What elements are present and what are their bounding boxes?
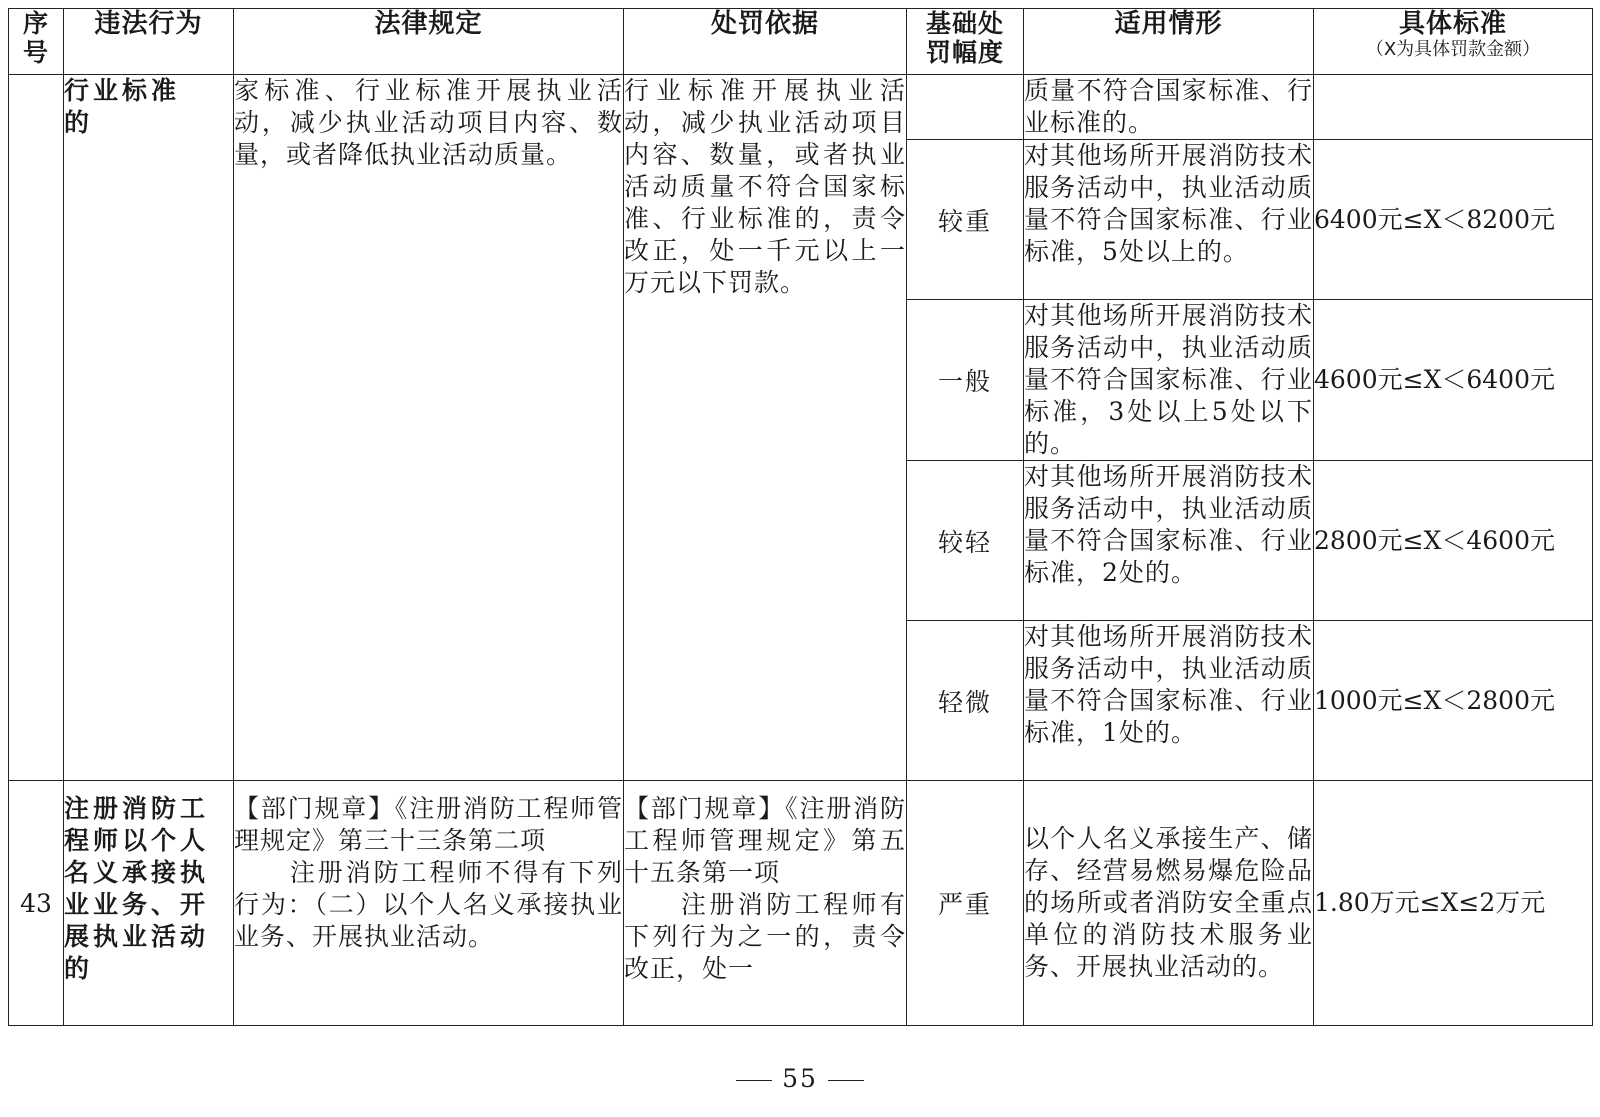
- header-behavior: 违法行为: [64, 9, 234, 75]
- cell-standard: [1314, 75, 1593, 140]
- table-header-row: [9, 9, 1593, 75]
- cell-standard: 4600元≤X＜6400元: [1314, 300, 1593, 461]
- cell-situation: 对其他场所开展消防技术服务活动中，执业活动质量不符合国家标准、行业标准，2处的。: [1024, 461, 1314, 621]
- cell-level: 一般: [907, 300, 1024, 461]
- cell-level: 较轻: [907, 461, 1024, 621]
- table-row: [9, 75, 1593, 140]
- right-dash: [828, 1080, 864, 1081]
- cell-standard: 1000元≤X＜2800元: [1314, 621, 1593, 781]
- cell-behavior: 行业标准 的: [64, 75, 234, 781]
- header-basis: 处罚依据: [624, 9, 907, 75]
- cell-standard: 6400元≤X＜8200元: [1314, 140, 1593, 300]
- cell-seq: 43: [9, 781, 64, 1026]
- cell-situation: 对其他场所开展消防技术服务活动中，执业活动质量不符合国家标准、行业标准，1处的。: [1024, 621, 1314, 781]
- cell-level: 较重: [907, 140, 1024, 300]
- cell-level: [907, 75, 1024, 140]
- table-row: [9, 781, 1593, 1026]
- cell-standard: 1.80万元≤X≤2万元: [1314, 781, 1593, 1026]
- cell-basis: 【部门规章】《注册消防工程师管理规定》第五十五条第一项 注册消防工程师有下列行为之一的，责令改正，处一: [624, 781, 907, 1026]
- cell-law: 家标准、行业标准开展执业活动，减少执业活动项目内容、数量，或者降低执业活动质量。: [234, 75, 624, 781]
- cell-level: 轻微: [907, 621, 1024, 781]
- page-number: 55: [782, 1064, 818, 1093]
- page-footer: [0, 1064, 1600, 1093]
- cell-standard: 2800元≤X＜4600元: [1314, 461, 1593, 621]
- header-situation: 适用情形: [1024, 9, 1314, 75]
- cell-situation: 以个人名义承接生产、储存、经营易燃易爆危险品的场所或者消防安全重点单位的消防技术服务业务、开展执业活动的。: [1024, 781, 1314, 1026]
- cell-level: 严重: [907, 781, 1024, 1026]
- header-standard-title: 具体标准: [1398, 9, 1507, 39]
- cell-seq: [9, 75, 64, 781]
- header-standard: [1314, 9, 1593, 75]
- cell-situation: 对其他场所开展消防技术服务活动中，执业活动质量不符合国家标准、行业标准，3处以上5处以下的。: [1024, 300, 1314, 461]
- cell-behavior: 注册消防工程师以个人名义承接执业业务、开展执业活动的: [64, 781, 234, 1026]
- cell-basis: 行业标准开展执业活动，减少执业活动项目内容、数量，或者执业活动质量不符合国家标准、行业标准的，责令改正，处一千元以上一万元以下罚款。: [624, 75, 907, 781]
- header-seq: 序 号: [9, 9, 64, 75]
- cell-situation: 对其他场所开展消防技术服务活动中，执业活动质量不符合国家标准、行业标准，5处以上的。: [1024, 140, 1314, 300]
- cell-situation: 质量不符合国家标准、行业标准的。: [1024, 75, 1314, 140]
- penalty-standards-table: [8, 8, 1593, 1026]
- left-dash: [736, 1080, 772, 1081]
- cell-law: 【部门规章】《注册消防工程师管理规定》第三十三条第二项 注册消防工程师不得有下列行为：（二）以个人名义承接执业业务、开展执业活动。: [234, 781, 624, 1026]
- header-standard-note: （X为具体罚款金额）: [1365, 39, 1541, 60]
- header-law: 法律规定: [234, 9, 624, 75]
- header-base-range: 基础处 罚幅度: [907, 9, 1024, 75]
